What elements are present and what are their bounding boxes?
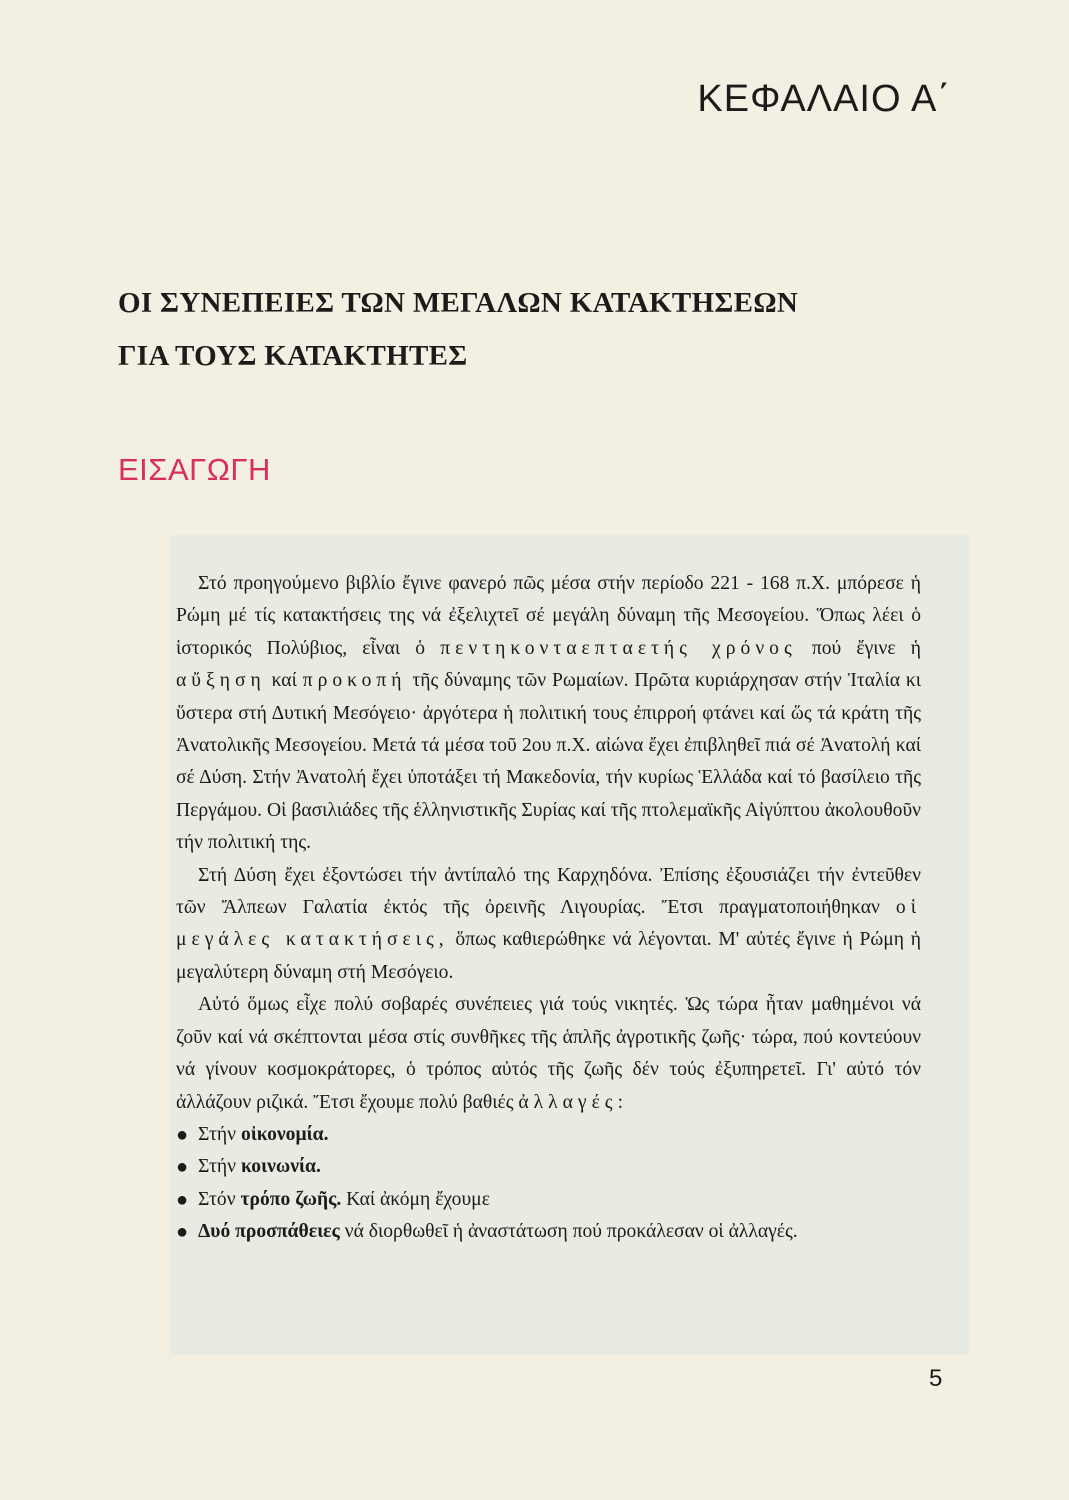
p3-spaced-1: ἀλλαγές: bbox=[518, 1091, 629, 1113]
bullet-list bbox=[176, 1119, 921, 1249]
p2-text-a: Στή Δύση ἔχει ἐξοντώσει τήν ἀντίπαλό της Καρχηδόνα. Ἐπίσης ἐξουσιάζει τήν ἐντεῦθεν τῶν Ἄλπεων Γαλατία ἐκτός τῆς ὀρεινῆς Λιγουρίας. Ἔτσι πραγματοποιήθηκαν bbox=[176, 864, 921, 919]
paragraph-2 bbox=[176, 860, 921, 990]
p1-spaced-1: πεντηκονταεπταετής χρόνος bbox=[440, 637, 797, 659]
list-item bbox=[176, 1151, 921, 1183]
list-item bbox=[176, 1119, 921, 1151]
bullet-bold: τρόπο ζωῆς. bbox=[240, 1188, 342, 1210]
p2-spaced-1: οἱ μεγάλες κατακτήσεις, bbox=[176, 897, 921, 951]
p1-spaced-2: αὔξηση bbox=[176, 670, 266, 692]
bullet-pre: Στήν bbox=[198, 1156, 241, 1178]
p1-text-b: πού ἔγινε ἡ bbox=[811, 637, 921, 659]
bullet-bold: οἰκονομία. bbox=[240, 1123, 329, 1145]
list-item bbox=[176, 1216, 921, 1248]
bullet-pre: Στήν bbox=[198, 1123, 241, 1145]
page-number: 5 bbox=[929, 1365, 943, 1392]
paragraph-1 bbox=[176, 568, 921, 860]
paragraph-3 bbox=[176, 989, 921, 1119]
bullet-post: νά διορθωθεῖ ἡ ἀναστάτωση πού προκάλεσαν οἱ ἀλλαγές. bbox=[339, 1221, 798, 1243]
bullet-bold: Δυό προσπάθειες bbox=[198, 1221, 340, 1243]
intro-heading: ΕΙΣΑΓΩΓΗ bbox=[118, 452, 271, 487]
body-text bbox=[176, 568, 921, 1249]
title-line-2: ΓΙΑ ΤΟΥΣ ΚΑΤΑΚΤΗΤΕΣ bbox=[118, 340, 468, 372]
chapter-heading: ΚΕΦΑΛΑΙΟ Α΄ bbox=[697, 78, 951, 120]
bullet-icon: ● bbox=[176, 1156, 189, 1179]
bullet-bold: κοινωνία. bbox=[240, 1156, 321, 1178]
p1-spaced-3: προκοπή bbox=[302, 670, 407, 692]
p2-text-b: ὅπως καθιερώθηκε νά λέγονται. Μ' αὐτές ἔγινε ἡ Ρώμη ἡ μεγαλύτερη δύναμη στή Μεσόγειο. bbox=[176, 929, 921, 983]
p3-text-a: Αὐτό ὅμως εἶχε πολύ σοβαρές συνέπειες γιά τούς νικητές. Ὡς τώρα ἦταν μαθημένοι νά ζοῦν καί νά σκέπτονται μέσα στίς συνθῆκες τῆς ἁπλῆς ἀγροτικῆς ζωῆς· τώρα, πού κοντεύουν νά γίνουν κοσμοκράτορες, ὁ τρόπος αὐτός τῆς ζωῆς δέν τούς ἐξυπηρετεῖ. Γι' αὐτό τόν ἀλλάζουν ριζικά. Ἔτσι ἔχουμε πολύ βαθιές bbox=[176, 994, 921, 1113]
p1-text-a: Στό προηγούμενο βιβλίο ἔγινε φανερό πῶς μέσα στήν περίοδο 221 - 168 π.Χ. μπόρεσε ἡ Ρώμη μέ τίς κατακτήσεις της νά ἐξελιχτεῖ σέ μεγάλη δύναμη τῆς Μεσογείου. Ὅπως λέει ὁ ἱστορικός Πολύβιος, εἶναι ὁ bbox=[176, 573, 921, 659]
title-line-1: ΟΙ ΣΥΝΕΠΕΙΕΣ ΤΩΝ ΜΕΓΑΛΩΝ ΚΑΤΑΚΤΗΣΕΩΝ bbox=[118, 287, 799, 319]
p1-text-c: καί bbox=[271, 670, 297, 692]
p1-text-d: τῆς δύναμης τῶν Ρωμαίων. Πρῶτα κυριάρχησαν στήν Ἰταλία κι ὕστερα στή Δυτική Μεσόγειο· ἀργότερα ἡ πολιτική τους ἐπιρροή φτάνει καί ὥς τά κράτη τῆς Ἀνατολικῆς Μεσογείου. Μετά τά μέσα τοῦ 2ου π.Χ. αἰώνα ἔχει ἐπιβληθεῖ πιά σέ Ἀνατολή καί σέ Δύση. Στήν Ἀνατολή ἔχει ὑποτάξει τή Μακεδονία, τήν κυρίως Ἑλλάδα καί τό βασίλειο τῆς Περγάμου. Οἱ βασιλιάδες τῆς ἑλληνιστικῆς Συρίας καί τῆς πτολεμαϊκῆς Αἰγύπτου ἀκολουθοῦν τήν πολιτική της. bbox=[176, 670, 921, 854]
bullet-post: Καί ἀκόμη ἔχουμε bbox=[341, 1188, 490, 1210]
bullet-icon: ● bbox=[176, 1221, 189, 1244]
bullet-icon: ● bbox=[176, 1188, 189, 1211]
list-item bbox=[176, 1184, 921, 1216]
bullet-icon: ● bbox=[176, 1123, 189, 1146]
bullet-pre: Στόν bbox=[198, 1188, 241, 1210]
